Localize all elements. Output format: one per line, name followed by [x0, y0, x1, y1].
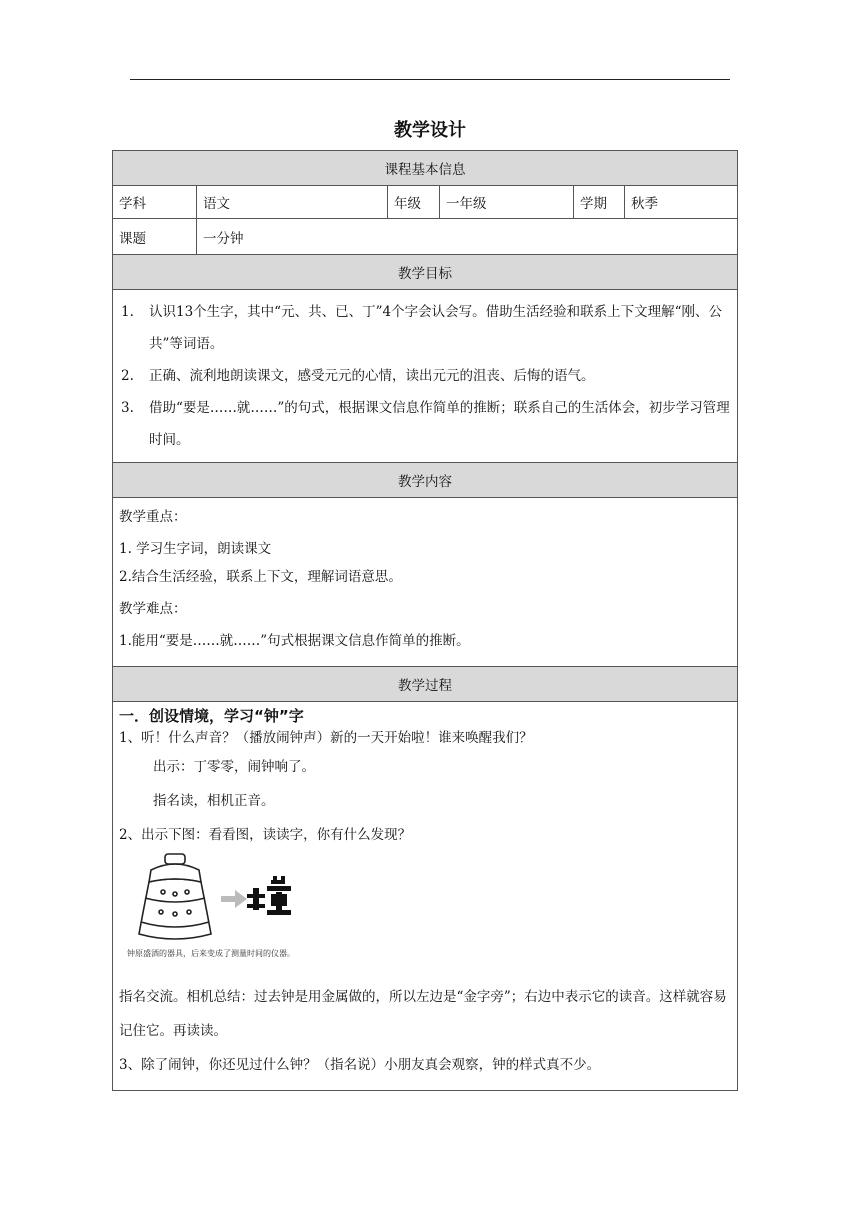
- goal-number: 1.: [121, 304, 134, 320]
- bell-illustration: [133, 852, 393, 948]
- subject-label: 学科: [113, 186, 197, 219]
- goals-cell: [113, 290, 738, 463]
- topic-label: 课题: [113, 219, 197, 255]
- goal-number: 2.: [121, 368, 134, 384]
- process-cell: [113, 702, 738, 1091]
- section-content: 教学内容: [113, 463, 738, 498]
- process-heading: 一．创设情境，学习“钟”字: [119, 707, 304, 725]
- process-step-2-summary: 指名交流。相机总结：过去钟是用金属做的，所以左边是“金字旁”；右边中表示它的读音。这样就容易记住它。再读读。: [119, 989, 727, 1039]
- difficulty-title: 教学难点：: [119, 601, 187, 617]
- term-value: 秋季: [625, 186, 738, 219]
- lesson-plan-table: [112, 150, 738, 1091]
- process-step-1b: 指名读，相机正音。: [153, 793, 275, 809]
- subject-value: 语文: [197, 186, 388, 219]
- term-label: 学期: [574, 186, 625, 219]
- bell-icon: [139, 854, 211, 939]
- goal-item: [119, 360, 731, 392]
- ancient-character-icon: [247, 876, 291, 915]
- topic-value: 一分钟: [197, 219, 738, 255]
- goal-item: [119, 296, 731, 360]
- goal-text: 借助“要是……就……”的句式，根据课文信息作简单的推断；联系自己的生活体会，初步学习管理时间。: [149, 400, 730, 448]
- process-step-2: 2、出示下图：看看图，读读字，你有什么发现？: [119, 827, 412, 843]
- grade-value: 一年级: [440, 186, 574, 219]
- grade-label: 年级: [388, 186, 440, 219]
- section-basic-info: 课程基本信息: [113, 151, 738, 186]
- process-step-1: 1、听！什么声音？（播放闹钟声）新的一天开始啦！谁来唤醒我们？: [119, 730, 533, 746]
- document-title: 教学设计: [394, 120, 466, 141]
- process-step-1a: 出示：丁零零，闹钟响了。: [153, 759, 315, 775]
- section-process: 教学过程: [113, 667, 738, 702]
- figure-caption: 钟原盛酒的器具，后来变成了测量时间的仪器。: [127, 949, 295, 958]
- goal-item: [119, 392, 731, 456]
- goal-number: 3.: [121, 400, 134, 416]
- content-cell: [113, 498, 738, 667]
- key-point-item: 1. 学习生字词，朗读课文: [119, 541, 272, 557]
- bell-figure: [119, 852, 731, 980]
- key-points-title: 教学重点：: [119, 509, 187, 525]
- process-step-3: 3、除了闹钟，你还见过什么钟？（指名说）小朋友真会观察，钟的样式真不少。: [119, 1057, 601, 1073]
- key-point-item: 2.结合生活经验，联系上下文，理解词语意思。: [119, 569, 402, 585]
- header-rule: [130, 79, 730, 80]
- difficulty-item: 1.能用“要是……就……”句式根据课文信息作简单的推断。: [119, 633, 470, 649]
- goal-text: 正确、流利地朗读课文，感受元元的心情，读出元元的沮丧、后悔的语气。: [149, 368, 595, 384]
- goal-text: 认识13个生字，其中“元、共、已、丁”4个字会认会写。借助生活经验和联系上下文理解“刚、公共”等词语。: [149, 304, 722, 352]
- section-goals: 教学目标: [113, 255, 738, 290]
- arrow-right-icon: [221, 890, 247, 908]
